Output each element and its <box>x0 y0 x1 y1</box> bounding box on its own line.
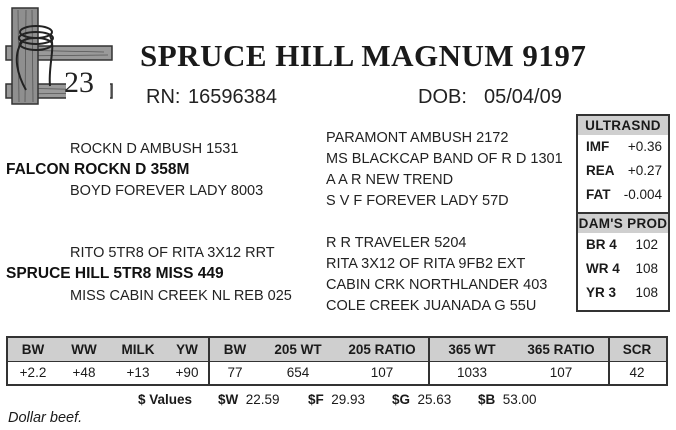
table-cell: 654 <box>286 365 310 380</box>
dams-prod-row <box>578 233 668 257</box>
dollar-value-b: $B 53.00 <box>478 392 537 407</box>
table-cell: +90 <box>175 365 199 380</box>
pedigree-line: MS BLACKCAP BAND OF R D 1301 <box>326 151 563 167</box>
dam-sire: RITO 5TR8 OF RITA 3X12 RRT <box>70 245 275 261</box>
dollar-value-g: $G 25.63 <box>392 392 452 407</box>
ultrasound-row <box>578 159 668 183</box>
dob-label: DOB: <box>418 86 467 108</box>
fence-post-rope-logo <box>4 6 114 106</box>
ultrasound-value: +0.27 <box>627 163 662 178</box>
dollar-value-w: $W 22.59 <box>218 392 280 407</box>
ultrasound-box <box>576 114 670 214</box>
dams-prod-label: YR 3 <box>586 285 617 300</box>
ultrasound-label: FAT <box>586 187 611 202</box>
dam: SPRUCE HILL 5TR8 MISS 449 <box>6 265 224 282</box>
pedigree-line: A A R NEW TREND <box>326 172 454 188</box>
dams-prod-row <box>578 281 668 305</box>
ultrasound-title: ULTRASND <box>578 116 668 135</box>
table-header-cell: 365 WT <box>448 342 496 357</box>
table-header-cell: MILK <box>121 342 155 357</box>
pedigree-line: S V F FOREVER LADY 57D <box>326 193 509 209</box>
table-cell: 42 <box>629 365 645 380</box>
pedigree-line: PARAMONT AMBUSH 2172 <box>326 130 509 146</box>
sire: FALCON ROCKN D 358M <box>6 161 190 178</box>
table-header-cell: 205 WT <box>274 342 322 357</box>
dollar-values-label: $ Values <box>138 392 193 407</box>
pedigree-line: CABIN CRK NORTHLANDER 403 <box>326 277 548 293</box>
lot-note: Dollar beef. <box>8 410 83 426</box>
table-cell: +2.2 <box>19 365 47 380</box>
animal-name: SPRUCE HILL MAGNUM 9197 <box>140 38 587 73</box>
table-header-cell: WW <box>71 342 97 357</box>
dams-prod-row <box>578 257 668 281</box>
pedigree-line: RITA 3X12 OF RITA 9FB2 EXT <box>326 256 526 272</box>
fence-post-icon <box>4 6 114 106</box>
lot-number: 23 <box>64 66 94 99</box>
ultrasound-value: -0.004 <box>623 187 662 202</box>
sire-dam: BOYD FOREVER LADY 8003 <box>70 183 264 199</box>
table-cell: 107 <box>370 365 394 380</box>
table-header-cell: BW <box>21 342 45 357</box>
pedigree-line: COLE CREEK JUANADA G 55U <box>326 298 537 314</box>
ultrasound-row <box>578 183 668 207</box>
rn-value: 16596384 <box>188 86 277 108</box>
ultrasound-label: REA <box>586 163 615 178</box>
ultrasound-value: +0.36 <box>627 139 662 154</box>
ultrasound-row <box>578 135 668 159</box>
table-divider <box>428 338 430 384</box>
table-header-cell: 365 RATIO <box>527 342 595 357</box>
dams-prod-label: BR 4 <box>586 237 617 252</box>
table-divider <box>608 338 610 384</box>
table-cell: 1033 <box>456 365 488 380</box>
performance-table <box>6 336 668 386</box>
rn-label: RN: <box>146 86 181 108</box>
dams-prod-title: DAM'S PROD <box>578 216 668 231</box>
dams-prod-value: 102 <box>635 237 658 252</box>
dams-prod-value: 108 <box>635 285 658 300</box>
table-cell: +13 <box>126 365 150 380</box>
table-header-cell: YW <box>176 342 198 357</box>
pedigree-line: R R TRAVELER 5204 <box>326 235 467 251</box>
table-divider <box>208 338 210 384</box>
sire-sire: ROCKN D AMBUSH 1531 <box>70 141 239 157</box>
table-cell: +48 <box>72 365 96 380</box>
table-header-cell: SCR <box>622 342 652 357</box>
table-cell: 107 <box>549 365 573 380</box>
ultrasound-label: IMF <box>586 139 610 154</box>
dam-dam: MISS CABIN CREEK NL REB 025 <box>70 288 292 304</box>
dollar-value-f: $F 29.93 <box>308 392 366 407</box>
dob-value: 05/04/09 <box>484 86 562 108</box>
table-header-cell: 205 RATIO <box>348 342 416 357</box>
dams-prod-value: 108 <box>635 261 658 276</box>
table-cell: 77 <box>227 365 243 380</box>
dams-prod-box <box>576 212 670 312</box>
table-header-cell: BW <box>223 342 247 357</box>
dams-prod-label: WR 4 <box>586 261 620 276</box>
